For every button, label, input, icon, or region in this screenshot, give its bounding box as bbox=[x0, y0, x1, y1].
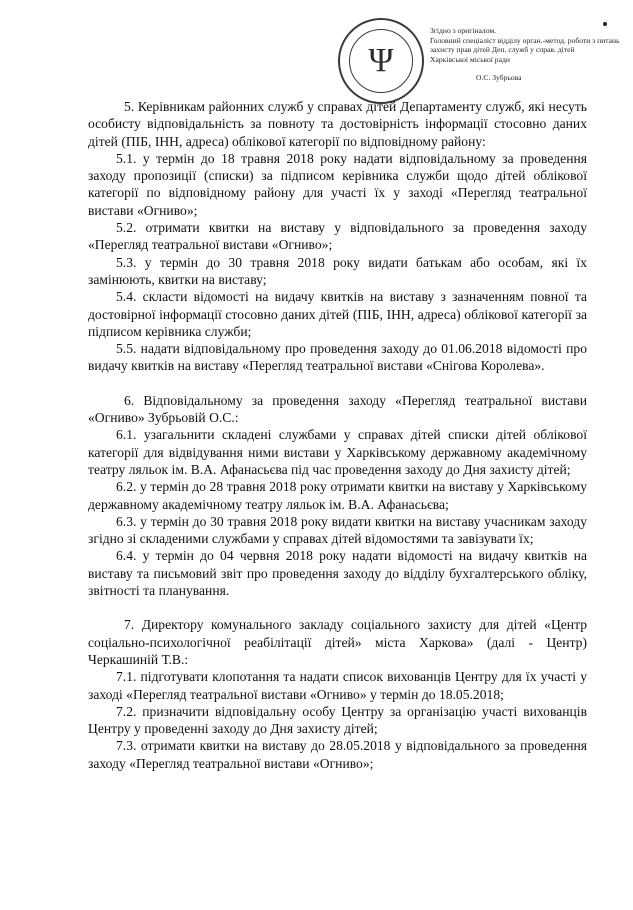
paragraph-p5-5: 5.5. надати відповідальному про проведення заходу до 01.06.2018 відомості про видачу квитків на виставу «Перегляд театральної вистави «Снігова Королева». bbox=[88, 341, 587, 374]
paragraph-p6-2: 6.2. у термін до 28 травня 2018 року отримати квитки на виставу у Харківському державному академічному театру ляльок ім. В.А. Афанасьєва; bbox=[88, 479, 587, 512]
paragraph-p5-4: 5.4. скласти відомості на видачу квитків на виставу з зазначенням повної та достовірної інформації стосовно даних дітей (ПІБ, ІНН, адреса) облікової категорії за підписом керівника служби; bbox=[88, 289, 587, 339]
section-gap bbox=[88, 599, 587, 616]
paragraph-p7-1: 7.1. підготувати клопотання та надати список вихованців Центру для їх участі у заході «Перегляд театральної вистави «Огниво» у термін до 18.05.2018; bbox=[88, 669, 587, 702]
section-gap bbox=[88, 375, 587, 392]
document-body bbox=[88, 98, 587, 772]
certification-note bbox=[430, 26, 630, 83]
paragraph-p6-3: 6.3. у термін до 30 травня 2018 року видати квитки на виставу учасникам заходу згідно зі складеними службами у справах дітей відомостями та завізувати їх; bbox=[88, 513, 587, 547]
paragraph-p5-1: 5.1. у термін до 18 травня 2018 року надати відповідальному за проведення заходу пропозиції (списки) за підписом керівника служби щодо дітей облікової категорії по відповідному району для участі їх у заході «Перегляд театральної вистави «Огниво»; bbox=[88, 150, 587, 218]
cert-line-2: Головний спеціаліст відділу орган.-метод. роботи з питань bbox=[430, 35, 620, 45]
cert-line-4: Харківської міської ради bbox=[430, 54, 510, 64]
paragraph-p6: 6. Відповідальному за проведення заходу «Перегляд театральної вистави «Огниво» Зубрьовій О.С.: bbox=[88, 392, 587, 426]
cert-line-3: захисту прав дітей Деп. служб у справ. дітей bbox=[430, 45, 575, 55]
paragraph-p7-3: 7.3. отримати квитки на виставу до 28.05.2018 у відповідального за проведення заходу «Перегляд театральної вистави «Огниво»; bbox=[88, 738, 587, 771]
trident-icon: Ψ bbox=[368, 42, 394, 79]
paragraph-p7-2: 7.2. призначити відповідальну особу Центру за організацію участі вихованців Центру у проведенні заходу до Дня захисту дітей; bbox=[88, 703, 587, 737]
cert-line-1: Згідно з оригіналом. bbox=[430, 26, 497, 35]
paragraph-p5-3: 5.3. у термін до 30 травня 2018 року видати батькам або особам, які їх замінюють, квитки на виставу; bbox=[88, 254, 587, 287]
paragraph-p6-4: 6.4. у термін до 04 червня 2018 року надати відомості на видачу квитків на виставу та письмовий звіт про проведення заходу до відділу бухгалтерського обліку, звітності та планування. bbox=[88, 548, 587, 599]
paragraph-p6-1: 6.1. узагальнити складені службами у справах дітей списки дітей облікової категорії для відвідування ними вистави у Харківському державному академічному театру ляльок ім. В.А. Афанасьєва під час проведення заходу до Дня захисту дітей; bbox=[88, 427, 587, 477]
paragraph-p7: 7. Директору комунального закладу соціального захисту для дітей «Центр соціально-психологічної реабілітації дітей» міста Харкова» (далі - Центр) Черкашиній Т.В.: bbox=[88, 617, 587, 667]
official-stamp bbox=[338, 18, 424, 104]
cert-signature-name: О.С. Зубрьова bbox=[476, 73, 522, 83]
paragraph-p5-2: 5.2. отримати квитки на виставу у відповідального за проведення заходу «Перегляд театральної вистави «Огниво»; bbox=[88, 220, 587, 253]
paragraph-p5: 5. Керівникам районних служб у справах дітей Департаменту служб, які несуть особисту відповідальність за повноту та достовірність інформації стосовно даних дітей (ПІБ, ІНН, адреса) облікової категорії по відповідному району: bbox=[88, 99, 587, 149]
